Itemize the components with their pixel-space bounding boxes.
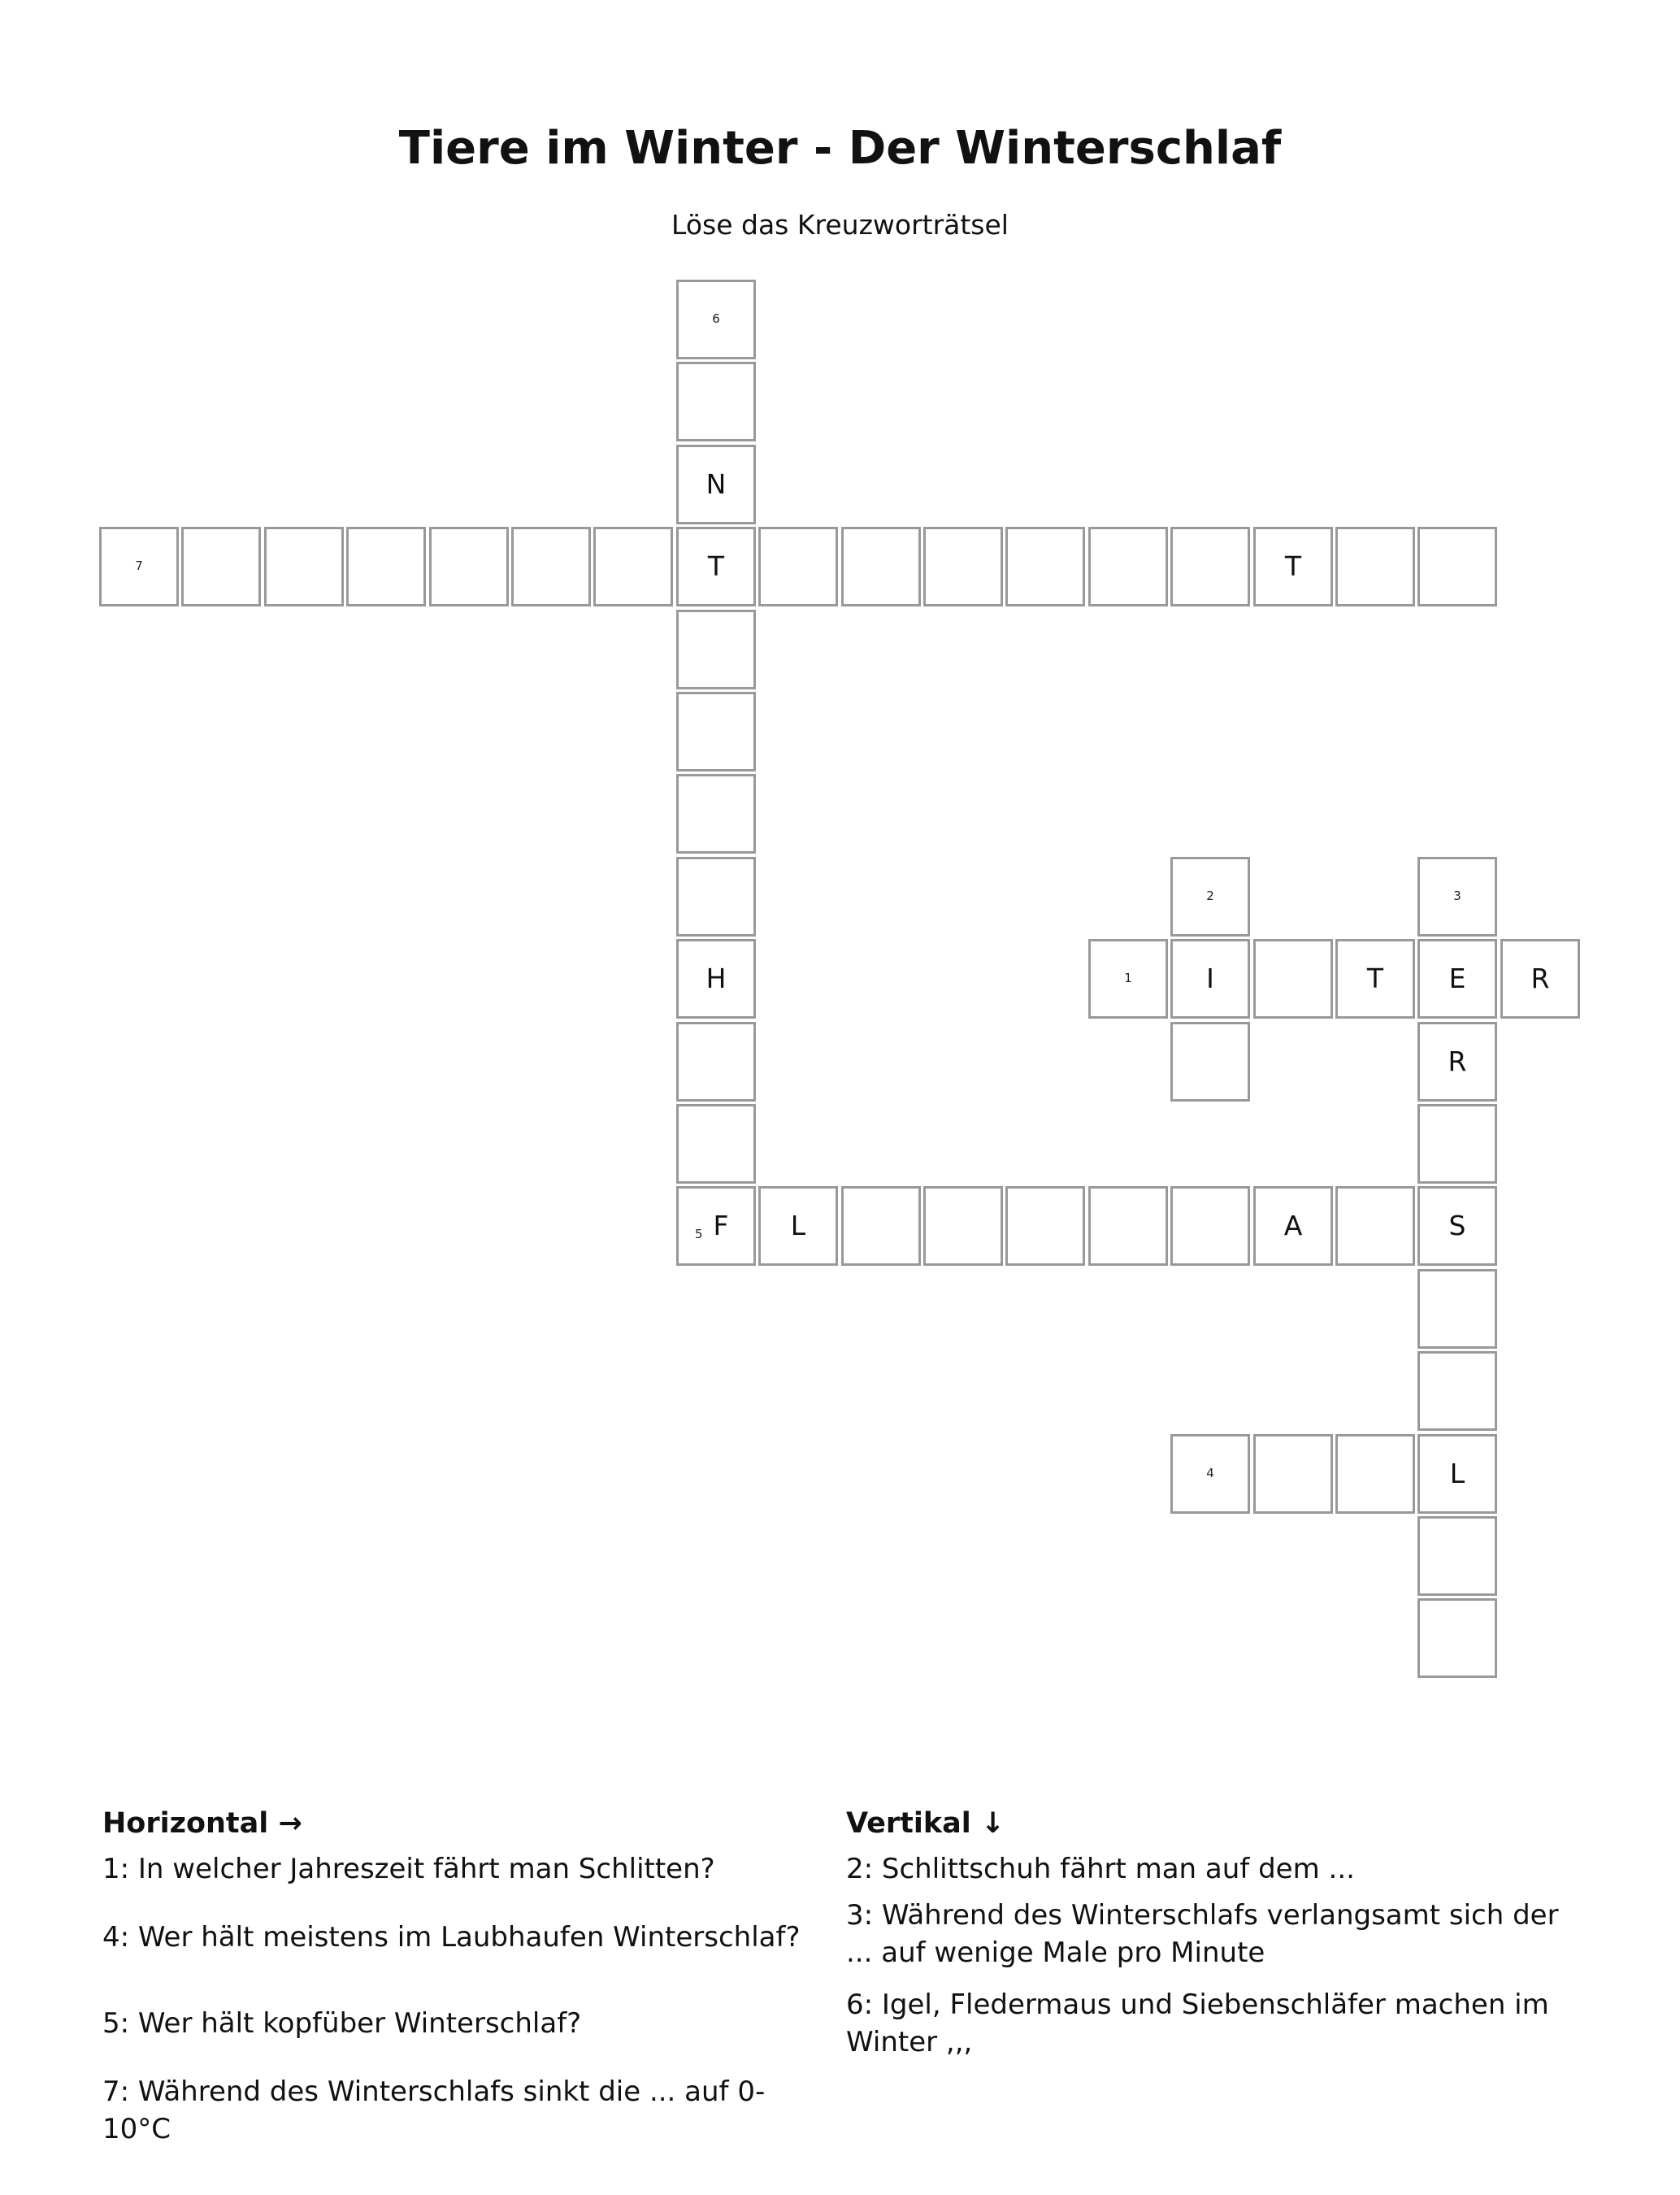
- crossword-cell[interactable]: [923, 1186, 1003, 1266]
- crossword-cell[interactable]: [1170, 1186, 1250, 1266]
- crossword-cell[interactable]: [676, 527, 756, 606]
- crossword-cell[interactable]: [676, 774, 756, 854]
- crossword-cell[interactable]: [1417, 527, 1497, 606]
- clue-number: 3: [1453, 889, 1461, 903]
- cell-letter: R: [1448, 1045, 1467, 1077]
- clue-vertical-2: 2: Schlittschuh fährt man auf dem ...: [846, 1853, 1355, 1885]
- cell-letter: L: [1449, 1458, 1465, 1489]
- crossword-cell[interactable]: [1335, 939, 1415, 1019]
- crossword-cell[interactable]: [1005, 527, 1085, 606]
- crossword-cell[interactable]: [676, 1022, 756, 1102]
- crossword-cell[interactable]: [264, 527, 344, 606]
- clue-vertical-3: 3: Während des Winterschlafs verlangsamt sich der ... auf wenige Male pro Minute: [846, 1899, 1559, 1969]
- crossword-cell[interactable]: [429, 527, 509, 606]
- crossword-cell[interactable]: [676, 610, 756, 689]
- clue-number: 2: [1206, 889, 1214, 903]
- crossword-cell[interactable]: [1253, 1186, 1333, 1266]
- clue-vertical-6: 6: Igel, Fledermaus und Siebenschläfer machen im Winter ,,,: [846, 1989, 1549, 2058]
- crossword-cell[interactable]: [1253, 527, 1333, 606]
- crossword-cell[interactable]: [181, 527, 261, 606]
- crossword-cell[interactable]: [1253, 1434, 1333, 1514]
- crossword-cell[interactable]: [1005, 1186, 1085, 1266]
- cell-letter: F: [713, 1210, 729, 1241]
- crossword-cell[interactable]: [1088, 1186, 1168, 1266]
- cell-letter: A: [1283, 1210, 1303, 1241]
- clue-number: 1: [1124, 971, 1132, 985]
- crossword-cell[interactable]: [99, 527, 179, 606]
- clue-number: 7: [135, 559, 143, 573]
- cell-letter: H: [705, 963, 727, 994]
- clues-horizontal-heading: Horizontal →: [102, 1807, 302, 1840]
- cell-letter: L: [790, 1210, 806, 1241]
- crossword-cell[interactable]: [1088, 527, 1168, 606]
- crossword-cell[interactable]: [1417, 1351, 1497, 1431]
- crossword-cell[interactable]: [1170, 857, 1250, 937]
- crossword-cell[interactable]: [1170, 1434, 1250, 1514]
- cell-letter: T: [1366, 963, 1384, 994]
- crossword-cell[interactable]: [1170, 527, 1250, 606]
- cell-letter: S: [1448, 1210, 1466, 1241]
- cell-letter: T: [1284, 550, 1302, 582]
- crossword-cell[interactable]: [676, 857, 756, 937]
- clue-horizontal-4: 4: Wer hält meistens im Laubhaufen Winterschlaf?: [102, 1921, 801, 1954]
- clues-vertical: [846, 1805, 1578, 2058]
- crossword-cell[interactable]: [841, 527, 921, 606]
- crossword-cell[interactable]: [1417, 1434, 1497, 1514]
- crossword-cell[interactable]: [841, 1186, 921, 1266]
- clue-number: 4: [1206, 1466, 1214, 1480]
- crossword-cell[interactable]: [676, 1186, 756, 1266]
- clue-horizontal-5: 5: Wer hält kopfüber Winterschlaf?: [102, 2007, 582, 2040]
- clue-number: 6: [712, 311, 720, 326]
- crossword-cell[interactable]: [1253, 939, 1333, 1019]
- crossword-cell[interactable]: [1417, 1186, 1497, 1266]
- crossword-cell[interactable]: [1417, 857, 1497, 937]
- crossword-cell[interactable]: [1170, 939, 1250, 1019]
- crossword-cell[interactable]: [593, 527, 673, 606]
- crossword-cell[interactable]: [1335, 527, 1415, 606]
- crossword-cell[interactable]: [1170, 1022, 1250, 1102]
- crossword-cell[interactable]: [1335, 1434, 1415, 1514]
- crossword-cell[interactable]: [676, 362, 756, 441]
- crossword-cell[interactable]: [1417, 1516, 1497, 1596]
- cell-letter: E: [1448, 963, 1466, 994]
- crossword-cell[interactable]: [346, 527, 426, 606]
- crossword-cell[interactable]: [758, 527, 838, 606]
- clue-number: 5: [695, 1227, 703, 1241]
- crossword-cell[interactable]: [1417, 1598, 1497, 1678]
- clue-horizontal-1: 1: In welcher Jahreszeit fährt man Schlitten?: [102, 1853, 715, 1885]
- crossword-cell[interactable]: [676, 1104, 756, 1184]
- crossword-cell[interactable]: [1335, 1186, 1415, 1266]
- clue-horizontal-7: 7: Während des Winterschlafs sinkt die ... auf 0-10°C: [102, 2075, 766, 2145]
- crossword-cell[interactable]: [676, 280, 756, 359]
- cell-letter: R: [1530, 963, 1550, 994]
- page-title: Tiere im Winter - Der Winterschlaf: [398, 122, 1282, 175]
- cell-letter: T: [707, 550, 725, 582]
- crossword-cell[interactable]: [1417, 1104, 1497, 1184]
- crossword-cell[interactable]: [1500, 939, 1580, 1019]
- crossword-cell[interactable]: [758, 1186, 838, 1266]
- crossword-cell[interactable]: [511, 527, 591, 606]
- crossword-cell[interactable]: [1417, 1022, 1497, 1102]
- clues-horizontal: [102, 1805, 834, 2145]
- crossword-cell[interactable]: [1417, 939, 1497, 1019]
- crossword-cell[interactable]: [923, 527, 1003, 606]
- cell-letter: I: [1206, 963, 1214, 994]
- cell-letter: N: [705, 468, 727, 500]
- crossword-cell[interactable]: [1088, 939, 1168, 1019]
- crossword-cell[interactable]: [676, 445, 756, 524]
- clues-vertical-heading: Vertikal ↓: [846, 1807, 1005, 1840]
- crossword-cell[interactable]: [1417, 1269, 1497, 1349]
- crossword-cell[interactable]: [676, 692, 756, 772]
- page-subtitle: Löse das Kreuzworträtsel: [671, 209, 1009, 241]
- crossword-cell[interactable]: [676, 939, 756, 1019]
